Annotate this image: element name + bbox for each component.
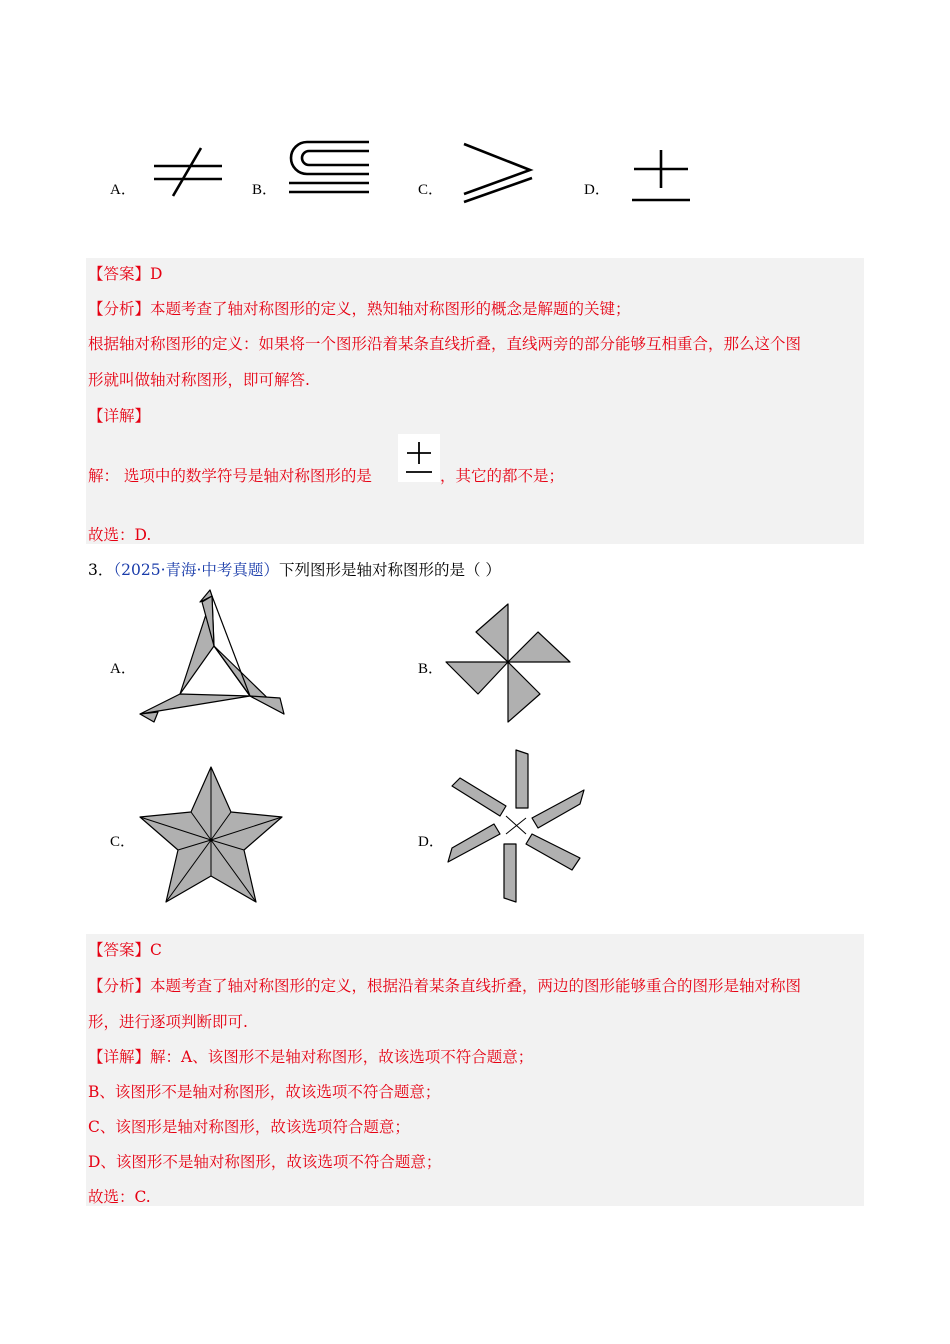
q2-analysis: 【分析】本题考查了轴对称图形的定义，熟知轴对称图形的概念是解题的关键； [88, 300, 631, 318]
plus-minus-symbol-icon[interactable] [630, 148, 692, 204]
q2-answer: 【答案】D [88, 265, 163, 283]
q3-source[interactable]: （2025·青海·中考真题） [113, 561, 279, 579]
three-pointed-star-figure[interactable] [138, 588, 290, 724]
q3-detail-a: 【详解】解：A、该图形不是轴对称图形，故该选项不符合题意； [88, 1048, 534, 1066]
greater-equal-symbol-icon[interactable] [460, 140, 536, 204]
five-pointed-star-figure[interactable] [136, 764, 286, 906]
q2-option-b-label: B． [252, 182, 278, 198]
q2-definition-line2: 形就叫做轴对称图形，即可解答. [88, 371, 310, 389]
six-bar-asterisk-figure[interactable] [444, 748, 588, 904]
q3-option-c-label: C． [110, 834, 136, 850]
q2-solution-prefix: 解： 选项中的数学符号是轴对称图形的是 [88, 467, 372, 485]
q3-text: 下列图形是轴对称图形的是（ ） [278, 561, 501, 579]
q2-option-a-label: A． [110, 182, 136, 198]
pinwheel-figure[interactable] [444, 602, 572, 726]
q3-answer: 【答案】C [88, 941, 162, 959]
q2-solution-suffix: ，其它的都不是； [440, 467, 565, 485]
q3-answer-box [86, 934, 864, 1206]
q2-definition-line1: 根据轴对称图形的定义：如果将一个图形沿着某条直线折叠，直线两旁的部分能够互相重合，那么这个图 [88, 335, 802, 353]
q2-detail-heading: 【详解】 [88, 407, 151, 425]
q3-detail-d: D、该图形不是轴对称图形，故该选项不符合题意； [88, 1153, 442, 1171]
q2-answer-box [86, 258, 864, 544]
q3-option-a-label: A． [110, 661, 136, 677]
subset-equal-symbol-icon[interactable] [285, 138, 373, 198]
q2-option-c-label: C． [418, 182, 444, 198]
not-equal-symbol-icon[interactable] [152, 146, 224, 198]
q3-detail-b: B、该图形不是轴对称图形，故该选项不符合题意； [88, 1083, 441, 1101]
q2-option-d-label: D． [584, 182, 610, 198]
q3-option-d-label: D． [418, 834, 444, 850]
q3-stem [88, 558, 501, 580]
q3-analysis-line2: 形，进行逐项判断即可. [88, 1013, 248, 1031]
plus-minus-small-icon [404, 440, 434, 476]
q3-number: 3． [88, 561, 114, 579]
q3-analysis-line1: 【分析】本题考查了轴对称图形的定义，根据沿着某条直线折叠，两边的图形能够重合的图形是轴对称图 [88, 977, 802, 995]
q3-option-b-label: B． [418, 661, 444, 677]
q2-solution-image [398, 434, 440, 482]
q3-conclusion: 故选：C. [88, 1188, 151, 1206]
q2-conclusion: 故选：D. [88, 526, 152, 544]
q3-detail-c: C、该图形是轴对称图形，故该选项符合题意； [88, 1118, 410, 1136]
